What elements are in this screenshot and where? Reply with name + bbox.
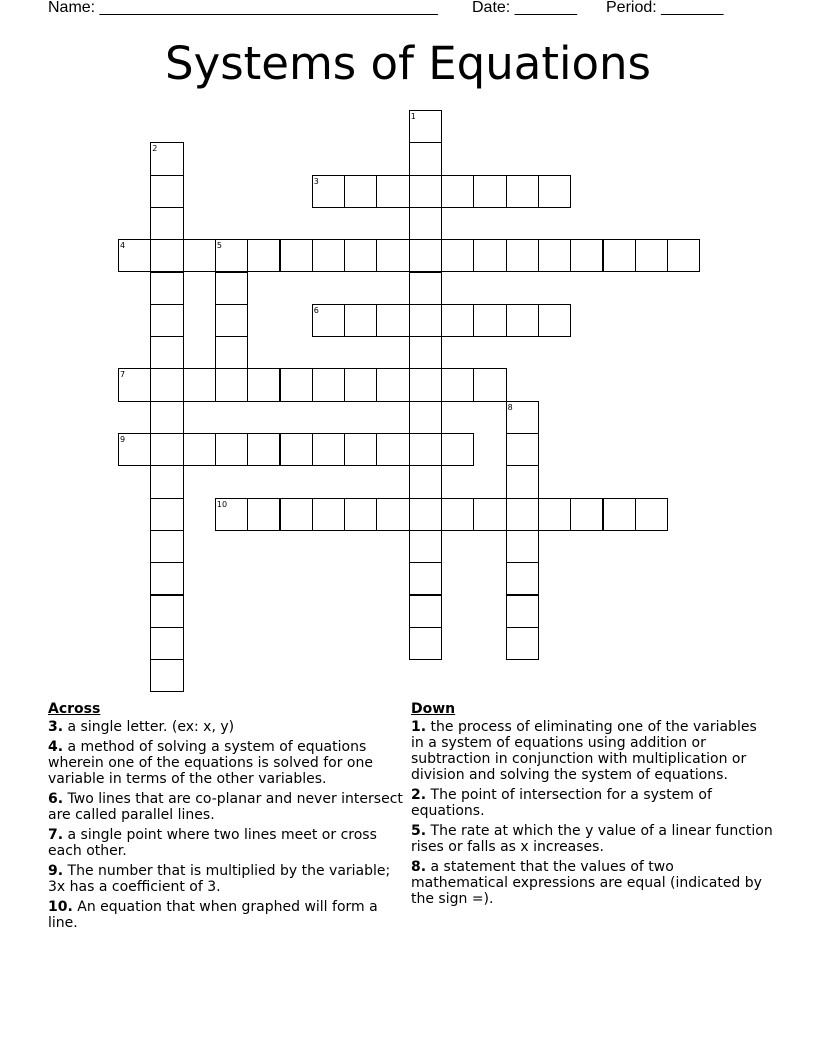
clue-text: The rate at which the y value of a linear function rises or falls as x increases. [411, 823, 773, 855]
crossword-cell[interactable] [183, 433, 216, 466]
clue-label-number: 1. [411, 719, 427, 735]
crossword-cell[interactable] [344, 433, 377, 466]
crossword-cell[interactable] [150, 562, 183, 595]
crossword-cell[interactable] [344, 498, 377, 531]
crossword-cell[interactable] [344, 304, 377, 337]
crossword-cell[interactable] [150, 336, 183, 369]
crossword-cell[interactable] [506, 401, 539, 434]
period-field[interactable]: Period: _______ [606, 0, 724, 16]
crossword-cell[interactable] [506, 433, 539, 466]
crossword-cell[interactable] [312, 239, 345, 272]
crossword-cell[interactable] [635, 239, 668, 272]
clue-number: 9 [120, 435, 126, 444]
crossword-cell[interactable] [441, 498, 474, 531]
crossword-cell[interactable] [215, 498, 248, 531]
crossword-cell[interactable] [441, 368, 474, 401]
crossword-cell[interactable] [150, 175, 183, 208]
crossword-cell[interactable] [150, 401, 183, 434]
crossword-cell[interactable] [635, 498, 668, 531]
crossword-cell[interactable] [409, 368, 442, 401]
across-heading: Across [48, 701, 101, 717]
clue-number: 2 [152, 144, 158, 154]
crossword-cell[interactable] [506, 239, 539, 272]
clue-number: 10 [216, 499, 228, 509]
crossword-cell[interactable] [409, 110, 442, 143]
crossword-cell[interactable] [409, 336, 442, 369]
crossword-cell[interactable] [312, 175, 345, 208]
clue-label-number: 4. [48, 739, 64, 755]
clue-text: The point of intersection for a system of equations. [411, 787, 712, 819]
crossword-cell[interactable] [215, 336, 248, 369]
crossword-cell[interactable] [409, 239, 442, 272]
crossword-cell[interactable] [603, 239, 636, 272]
crossword-cell[interactable] [150, 465, 183, 498]
clue-text: Two lines that are co-planar and never intersect are called parallel lines. [48, 791, 403, 823]
crossword-cell[interactable] [312, 368, 345, 401]
crossword-cell[interactable] [312, 304, 345, 337]
clue-number: 7 [120, 370, 126, 380]
clue-number: 3 [313, 176, 319, 186]
crossword-cell[interactable] [667, 239, 700, 272]
crossword-cell[interactable] [538, 498, 571, 531]
crossword-cell[interactable] [409, 272, 442, 305]
crossword-cell[interactable] [376, 498, 409, 531]
crossword-cell[interactable] [473, 239, 506, 272]
crossword-cell[interactable] [441, 433, 474, 466]
clue-label-number: 6. [48, 791, 64, 807]
crossword-cell[interactable] [506, 627, 539, 660]
crossword-cell[interactable] [280, 498, 313, 531]
crossword-cell[interactable] [215, 368, 248, 401]
crossword-cell[interactable] [506, 175, 539, 208]
across-clue [48, 863, 403, 895]
crossword-cell[interactable] [409, 401, 442, 434]
clue-text: An equation that when graphed will form a line. [48, 899, 378, 931]
clue-number: 1 [410, 112, 416, 121]
clue-text: a statement that the values of two mathematical expressions are equal (indicated by the sign =). [411, 859, 762, 907]
clue-label-number: 3. [48, 719, 64, 735]
crossword-cell[interactable] [247, 498, 280, 531]
crossword-cell[interactable] [570, 498, 603, 531]
clue-label-number: 2. [411, 787, 427, 803]
down-clue [411, 719, 773, 783]
crossword-cell[interactable] [409, 142, 442, 175]
crossword-cell[interactable] [118, 239, 151, 272]
crossword-cell[interactable] [570, 239, 603, 272]
crossword-cell[interactable] [473, 304, 506, 337]
crossword-cell[interactable] [183, 368, 216, 401]
crossword-cell[interactable] [150, 627, 183, 660]
crossword-cell[interactable] [506, 530, 539, 563]
down-clue [411, 787, 773, 819]
crossword-cell[interactable] [538, 304, 571, 337]
crossword-cell[interactable] [409, 498, 442, 531]
clue-label-number: 5. [411, 823, 427, 839]
crossword-cell[interactable] [409, 530, 442, 563]
clue-number: 5 [216, 241, 222, 251]
crossword-cell[interactable] [247, 433, 280, 466]
crossword-cell[interactable] [344, 368, 377, 401]
crossword-cell[interactable] [150, 239, 183, 272]
clue-number: 6 [313, 305, 319, 315]
crossword-cell[interactable] [150, 530, 183, 563]
crossword-cell[interactable] [344, 239, 377, 272]
name-field[interactable]: Name: ______________________________________ [48, 0, 438, 16]
crossword-cell[interactable] [409, 175, 442, 208]
crossword-cell[interactable] [538, 239, 571, 272]
crossword-cell[interactable] [506, 498, 539, 531]
across-clue [48, 719, 403, 735]
crossword-cell[interactable] [506, 465, 539, 498]
across-clue [48, 827, 403, 859]
crossword-cell[interactable] [150, 498, 183, 531]
crossword-cell[interactable] [506, 562, 539, 595]
across-clue [48, 899, 403, 931]
down-clue [411, 859, 773, 907]
crossword-cell[interactable] [409, 627, 442, 660]
clue-text: a single letter. (ex: x, y) [63, 719, 235, 735]
clue-text: the process of eliminating one of the variables in a system of equations using addition or subtraction in conjunction with multiplication or division and solving the system of equations. [411, 719, 757, 783]
page-title: Systems of Equations [165, 37, 651, 90]
crossword-cell[interactable] [150, 595, 183, 628]
crossword-cell[interactable] [312, 433, 345, 466]
crossword-cell[interactable] [376, 368, 409, 401]
crossword-cell[interactable] [150, 368, 183, 401]
crossword-cell[interactable] [441, 175, 474, 208]
crossword-cell[interactable] [150, 304, 183, 337]
across-clue [48, 791, 403, 823]
crossword-cell[interactable] [376, 239, 409, 272]
crossword-cell[interactable] [280, 368, 313, 401]
crossword-cell[interactable] [118, 368, 151, 401]
crossword-cell[interactable] [312, 498, 345, 531]
crossword-cell[interactable] [506, 595, 539, 628]
crossword-cell[interactable] [409, 433, 442, 466]
crossword-cell[interactable] [473, 498, 506, 531]
crossword-cell[interactable] [409, 595, 442, 628]
crossword-cell[interactable] [280, 239, 313, 272]
clue-label-number: 8. [411, 859, 427, 875]
crossword-cell[interactable] [150, 433, 183, 466]
crossword-cell[interactable] [441, 239, 474, 272]
across-clue [48, 739, 403, 787]
down-clue [411, 823, 773, 855]
crossword-cell[interactable] [150, 207, 183, 240]
crossword-cell[interactable] [473, 368, 506, 401]
crossword-cell[interactable] [215, 304, 248, 337]
crossword-cell[interactable] [150, 142, 183, 175]
crossword-cell[interactable] [441, 304, 474, 337]
crossword-cell[interactable] [215, 239, 248, 272]
crossword-cell[interactable] [376, 175, 409, 208]
clue-label-number: 10. [48, 899, 73, 915]
crossword-cell[interactable] [376, 304, 409, 337]
clue-label-number: 7. [48, 827, 64, 843]
crossword-cell[interactable] [409, 207, 442, 240]
date-field[interactable]: Date: _______ [472, 0, 577, 16]
clue-text: The number that is multiplied by the variable; 3x has a coefficient of 3. [48, 863, 391, 895]
crossword-cell[interactable] [247, 368, 280, 401]
crossword-cell[interactable] [344, 175, 377, 208]
down-clues [411, 701, 773, 911]
crossword-cell[interactable] [118, 433, 151, 466]
crossword-cell[interactable] [506, 304, 539, 337]
crossword-cell[interactable] [409, 465, 442, 498]
crossword-cell[interactable] [409, 562, 442, 595]
crossword-cell[interactable] [376, 433, 409, 466]
clue-label-number: 9. [48, 863, 64, 879]
crossword-cell[interactable] [247, 239, 280, 272]
crossword-cell[interactable] [280, 433, 313, 466]
crossword-cell[interactable] [215, 433, 248, 466]
crossword-cell[interactable] [473, 175, 506, 208]
crossword-cell[interactable] [215, 272, 248, 305]
crossword-cell[interactable] [409, 304, 442, 337]
crossword-cell[interactable] [603, 498, 636, 531]
clue-number: 8 [507, 402, 513, 412]
crossword-cell[interactable] [150, 659, 183, 692]
crossword-cell[interactable] [538, 175, 571, 208]
clue-text: a method of solving a system of equations wherein one of the equations is solved for one variable in terms of the other variables. [48, 739, 373, 787]
down-heading: Down [411, 701, 456, 717]
crossword-cell[interactable] [150, 272, 183, 305]
crossword-cell[interactable] [183, 239, 216, 272]
across-clues [48, 701, 403, 935]
clue-text: a single point where two lines meet or cross each other. [48, 827, 377, 859]
clue-number: 4 [120, 241, 126, 251]
